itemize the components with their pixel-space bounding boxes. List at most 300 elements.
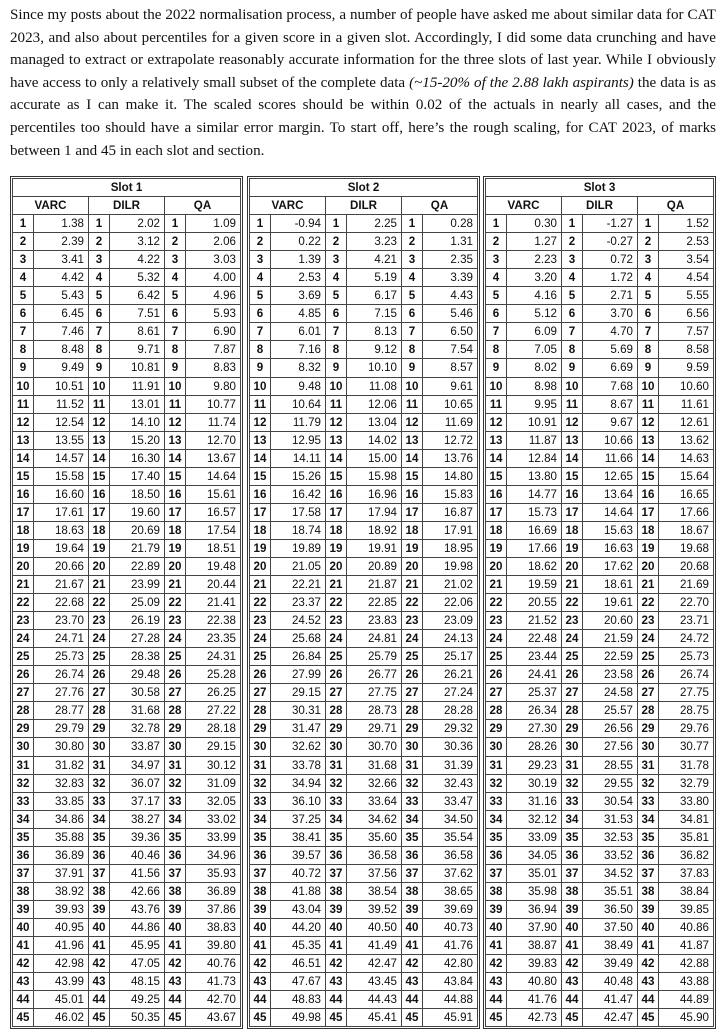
slot-3-table [483, 176, 716, 1029]
raw-mark-cell: 42 [89, 955, 110, 973]
scaled-score-cell: 44.86 [110, 918, 165, 936]
raw-mark-cell: 17 [89, 503, 110, 521]
table-row [13, 449, 241, 467]
raw-mark-cell: 2 [486, 233, 507, 251]
raw-mark-cell: 26 [326, 666, 347, 684]
scaled-score-cell: 8.98 [507, 377, 562, 395]
scaled-score-cell: 42.88 [659, 955, 714, 973]
section-header-qa: QA [638, 197, 714, 215]
raw-mark-cell: 33 [165, 792, 186, 810]
scaled-score-cell: 16.60 [34, 485, 89, 503]
raw-mark-cell: 9 [326, 359, 347, 377]
scaled-score-cell: 33.47 [423, 792, 478, 810]
table-row [486, 846, 714, 864]
scaled-score-cell: 25.68 [271, 630, 326, 648]
raw-mark-cell: 9 [165, 359, 186, 377]
raw-mark-cell: 30 [89, 738, 110, 756]
scaled-score-cell: 23.71 [659, 612, 714, 630]
raw-mark-cell: 6 [250, 305, 271, 323]
raw-mark-cell: 7 [638, 323, 659, 341]
scaled-score-cell: 28.18 [186, 720, 241, 738]
scaled-score-cell: 24.81 [347, 630, 402, 648]
raw-mark-cell: 19 [13, 539, 34, 557]
raw-mark-cell: 12 [486, 413, 507, 431]
scaled-score-cell: 33.80 [659, 792, 714, 810]
raw-mark-cell: 42 [250, 955, 271, 973]
raw-mark-cell: 40 [486, 918, 507, 936]
intro-paragraph [10, 4, 716, 162]
scaled-score-cell: 27.56 [583, 738, 638, 756]
raw-mark-cell: 44 [326, 991, 347, 1009]
raw-mark-cell: 22 [402, 594, 423, 612]
table-row [250, 720, 478, 738]
scaled-score-cell: 23.44 [507, 648, 562, 666]
raw-mark-cell: 24 [250, 630, 271, 648]
raw-mark-cell: 42 [402, 955, 423, 973]
scaled-score-cell: 17.66 [507, 539, 562, 557]
scaled-score-cell: 33.87 [110, 738, 165, 756]
table-row [486, 233, 714, 251]
scaled-score-cell: 3.54 [659, 251, 714, 269]
scaled-score-cell: 12.54 [34, 413, 89, 431]
scaled-score-cell: 24.13 [423, 630, 478, 648]
raw-mark-cell: 43 [250, 973, 271, 991]
scaled-score-cell: 40.86 [659, 918, 714, 936]
raw-mark-cell: 37 [402, 864, 423, 882]
scaled-score-cell: 28.28 [423, 702, 478, 720]
scaled-score-cell: 23.99 [110, 576, 165, 594]
table-row [486, 648, 714, 666]
raw-mark-cell: 10 [89, 377, 110, 395]
scaled-score-cell: 22.89 [110, 557, 165, 575]
intro-text-part2: the data is as accurate as I can make it. The scaled scores should be within 0.02 of the actuals in nearly all cases, and the percentiles too should have a similar error margin. To start off, here’s the rough scaling, for CAT 2023, of marks between 1 and 45 in each slot and section. [10, 74, 716, 159]
scaled-score-cell: 0.72 [583, 251, 638, 269]
raw-mark-cell: 17 [165, 503, 186, 521]
raw-mark-cell: 12 [13, 413, 34, 431]
table-row [250, 756, 478, 774]
raw-mark-cell: 38 [402, 882, 423, 900]
scaled-score-cell: 9.67 [583, 413, 638, 431]
raw-mark-cell: 18 [13, 521, 34, 539]
scaled-score-cell: 41.88 [271, 882, 326, 900]
table-row [250, 431, 478, 449]
raw-mark-cell: 27 [402, 684, 423, 702]
raw-mark-cell: 20 [562, 557, 583, 575]
scaled-score-cell: 15.83 [423, 485, 478, 503]
scaled-score-cell: 20.69 [110, 521, 165, 539]
table-row [250, 215, 478, 233]
raw-mark-cell: 35 [13, 828, 34, 846]
raw-mark-cell: 26 [402, 666, 423, 684]
raw-mark-cell: 6 [562, 305, 583, 323]
scaled-score-cell: 28.55 [583, 756, 638, 774]
scaled-score-cell: 29.15 [186, 738, 241, 756]
scaled-score-cell: 22.59 [583, 648, 638, 666]
raw-mark-cell: 10 [486, 377, 507, 395]
scaled-score-cell: 40.46 [110, 846, 165, 864]
scaled-score-cell: 26.74 [34, 666, 89, 684]
scaled-score-cell: 4.96 [186, 287, 241, 305]
scaled-score-cell: 25.17 [423, 648, 478, 666]
table-row [486, 973, 714, 991]
table-row [486, 1009, 714, 1027]
scaled-score-cell: 11.61 [659, 395, 714, 413]
raw-mark-cell: 31 [89, 756, 110, 774]
raw-mark-cell: 34 [638, 810, 659, 828]
scaled-score-cell: 32.78 [110, 720, 165, 738]
raw-mark-cell: 28 [13, 702, 34, 720]
scaled-score-cell: 26.19 [110, 612, 165, 630]
table-row [250, 503, 478, 521]
scaled-score-cell: 23.35 [186, 630, 241, 648]
table-row [486, 341, 714, 359]
raw-mark-cell: 34 [13, 810, 34, 828]
raw-mark-cell: 39 [486, 900, 507, 918]
scaled-score-cell: 39.52 [347, 900, 402, 918]
scaled-score-cell: 12.06 [347, 395, 402, 413]
raw-mark-cell: 3 [402, 251, 423, 269]
scaled-score-cell: 20.66 [34, 557, 89, 575]
raw-mark-cell: 13 [402, 431, 423, 449]
scaled-score-cell: 8.48 [34, 341, 89, 359]
scaled-score-cell: 44.20 [271, 918, 326, 936]
table-row [250, 269, 478, 287]
scaled-score-cell: 11.69 [423, 413, 478, 431]
scaled-score-cell: 45.91 [423, 1009, 478, 1027]
table-row [13, 341, 241, 359]
scaled-score-cell: 17.94 [347, 503, 402, 521]
raw-mark-cell: 32 [562, 774, 583, 792]
scaled-score-cell: 45.41 [347, 1009, 402, 1027]
scaled-score-cell: 43.45 [347, 973, 402, 991]
raw-mark-cell: 2 [13, 233, 34, 251]
scaled-score-cell: 41.87 [659, 936, 714, 954]
raw-mark-cell: 37 [638, 864, 659, 882]
raw-mark-cell: 39 [13, 900, 34, 918]
scaled-score-cell: 32.12 [507, 810, 562, 828]
scaled-score-cell: 20.68 [659, 557, 714, 575]
table-row [13, 973, 241, 991]
raw-mark-cell: 9 [562, 359, 583, 377]
raw-mark-cell: 20 [165, 557, 186, 575]
scaled-score-cell: 15.20 [110, 431, 165, 449]
raw-mark-cell: 7 [89, 323, 110, 341]
scaled-score-cell: 14.10 [110, 413, 165, 431]
scaled-score-cell: 44.43 [347, 991, 402, 1009]
scaled-score-cell: 2.02 [110, 215, 165, 233]
scaled-score-cell: 15.61 [186, 485, 241, 503]
raw-mark-cell: 38 [250, 882, 271, 900]
scaled-score-cell: 39.85 [659, 900, 714, 918]
raw-mark-cell: 21 [486, 576, 507, 594]
raw-mark-cell: 14 [486, 449, 507, 467]
table-row [250, 774, 478, 792]
raw-mark-cell: 33 [562, 792, 583, 810]
scaled-score-cell: 19.48 [186, 557, 241, 575]
table-row [250, 413, 478, 431]
raw-mark-cell: 42 [562, 955, 583, 973]
raw-mark-cell: 14 [250, 449, 271, 467]
raw-mark-cell: 17 [402, 503, 423, 521]
scaled-score-cell: 13.67 [186, 449, 241, 467]
scaled-score-cell: 45.95 [110, 936, 165, 954]
raw-mark-cell: 14 [165, 449, 186, 467]
raw-mark-cell: 10 [638, 377, 659, 395]
table-row [13, 594, 241, 612]
scaled-score-cell: 0.28 [423, 215, 478, 233]
scaled-score-cell: 33.78 [271, 756, 326, 774]
scaled-score-cell: 21.41 [186, 594, 241, 612]
raw-mark-cell: 8 [638, 341, 659, 359]
raw-mark-cell: 6 [326, 305, 347, 323]
table-row [250, 287, 478, 305]
raw-mark-cell: 41 [562, 936, 583, 954]
raw-mark-cell: 38 [165, 882, 186, 900]
raw-mark-cell: 5 [13, 287, 34, 305]
scaled-score-cell: 38.41 [271, 828, 326, 846]
raw-mark-cell: 13 [13, 431, 34, 449]
table-row [250, 467, 478, 485]
raw-mark-cell: 22 [250, 594, 271, 612]
scaled-score-cell: 39.49 [583, 955, 638, 973]
raw-mark-cell: 11 [638, 395, 659, 413]
table-row [250, 738, 478, 756]
raw-mark-cell: 4 [486, 269, 507, 287]
scaled-score-cell: 17.66 [659, 503, 714, 521]
scaled-score-cell: 16.96 [347, 485, 402, 503]
slot-title: Slot 3 [486, 179, 714, 197]
scaled-score-cell: 11.52 [34, 395, 89, 413]
raw-mark-cell: 8 [13, 341, 34, 359]
raw-mark-cell: 44 [486, 991, 507, 1009]
table-row [13, 810, 241, 828]
raw-mark-cell: 25 [326, 648, 347, 666]
scaled-score-cell: 5.43 [34, 287, 89, 305]
scaled-score-cell: 2.23 [507, 251, 562, 269]
raw-mark-cell: 27 [638, 684, 659, 702]
raw-mark-cell: 40 [89, 918, 110, 936]
scaled-score-cell: 3.12 [110, 233, 165, 251]
raw-mark-cell: 37 [250, 864, 271, 882]
scaled-score-cell: 32.43 [423, 774, 478, 792]
scaled-score-cell: 9.95 [507, 395, 562, 413]
scaled-score-cell: 5.93 [186, 305, 241, 323]
scaled-score-cell: 28.73 [347, 702, 402, 720]
table-row [13, 377, 241, 395]
scaled-score-cell: 0.22 [271, 233, 326, 251]
raw-mark-cell: 36 [562, 846, 583, 864]
raw-mark-cell: 7 [165, 323, 186, 341]
raw-mark-cell: 32 [89, 774, 110, 792]
scaled-score-cell: 9.48 [271, 377, 326, 395]
raw-mark-cell: 45 [250, 1009, 271, 1027]
scaled-score-cell: 34.62 [347, 810, 402, 828]
raw-mark-cell: 38 [89, 882, 110, 900]
scaled-score-cell: 36.10 [271, 792, 326, 810]
scaled-score-cell: 23.37 [271, 594, 326, 612]
raw-mark-cell: 41 [326, 936, 347, 954]
raw-mark-cell: 32 [165, 774, 186, 792]
scaled-score-cell: 4.16 [507, 287, 562, 305]
scaled-score-cell: 18.50 [110, 485, 165, 503]
section-header-qa: QA [402, 197, 478, 215]
raw-mark-cell: 33 [486, 792, 507, 810]
raw-mark-cell: 45 [165, 1009, 186, 1027]
scaled-score-cell: 33.09 [507, 828, 562, 846]
scaled-score-cell: 36.07 [110, 774, 165, 792]
raw-mark-cell: 10 [562, 377, 583, 395]
scaled-score-cell: 1.39 [271, 251, 326, 269]
scaled-score-cell: 5.46 [423, 305, 478, 323]
scaled-score-cell: 4.00 [186, 269, 241, 287]
table-row [486, 918, 714, 936]
scaled-score-cell: 24.72 [659, 630, 714, 648]
scaled-score-cell: 41.47 [583, 991, 638, 1009]
table-row [13, 413, 241, 431]
raw-mark-cell: 2 [165, 233, 186, 251]
slot-1-table [10, 176, 243, 1029]
scaled-score-cell: 32.05 [186, 792, 241, 810]
raw-mark-cell: 37 [165, 864, 186, 882]
table-row [486, 955, 714, 973]
raw-mark-cell: 7 [402, 323, 423, 341]
scaled-score-cell: 1.52 [659, 215, 714, 233]
table-row [250, 539, 478, 557]
raw-mark-cell: 28 [165, 702, 186, 720]
raw-mark-cell: 32 [638, 774, 659, 792]
scaled-score-cell: 30.31 [271, 702, 326, 720]
scaled-score-cell: 21.67 [34, 576, 89, 594]
raw-mark-cell: 45 [562, 1009, 583, 1027]
raw-mark-cell: 20 [250, 557, 271, 575]
raw-mark-cell: 18 [89, 521, 110, 539]
scaled-score-cell: 19.64 [34, 539, 89, 557]
scaled-score-cell: 42.73 [507, 1009, 562, 1027]
scaled-score-cell: 30.58 [110, 684, 165, 702]
scaled-score-cell: 4.42 [34, 269, 89, 287]
raw-mark-cell: 7 [250, 323, 271, 341]
scaled-score-cell: 35.98 [507, 882, 562, 900]
scaled-score-cell: 28.77 [34, 702, 89, 720]
scaled-score-cell: 17.40 [110, 467, 165, 485]
raw-mark-cell: 31 [326, 756, 347, 774]
raw-mark-cell: 22 [89, 594, 110, 612]
raw-mark-cell: 10 [250, 377, 271, 395]
raw-mark-cell: 35 [402, 828, 423, 846]
raw-mark-cell: 41 [638, 936, 659, 954]
table-row [250, 1009, 478, 1027]
raw-mark-cell: 13 [562, 431, 583, 449]
raw-mark-cell: 8 [402, 341, 423, 359]
scaled-score-cell: 27.76 [34, 684, 89, 702]
raw-mark-cell: 8 [89, 341, 110, 359]
raw-mark-cell: 5 [165, 287, 186, 305]
scaled-score-cell: 39.83 [507, 955, 562, 973]
raw-mark-cell: 4 [326, 269, 347, 287]
scaled-score-cell: 38.83 [186, 918, 241, 936]
raw-mark-cell: 36 [165, 846, 186, 864]
scaled-score-cell: 13.76 [423, 449, 478, 467]
raw-mark-cell: 45 [486, 1009, 507, 1027]
scaled-score-cell: 41.56 [110, 864, 165, 882]
scaled-score-cell: 16.42 [271, 485, 326, 503]
raw-mark-cell: 11 [562, 395, 583, 413]
table-row [13, 467, 241, 485]
scaled-score-cell: 31.09 [186, 774, 241, 792]
scaled-score-cell: 23.83 [347, 612, 402, 630]
scaled-score-cell: 34.97 [110, 756, 165, 774]
scaled-score-cell: 36.58 [347, 846, 402, 864]
table-row [250, 305, 478, 323]
table-row [250, 936, 478, 954]
scaled-score-cell: 40.95 [34, 918, 89, 936]
scaling-table [249, 178, 478, 1027]
raw-mark-cell: 30 [13, 738, 34, 756]
scaled-score-cell: 46.51 [271, 955, 326, 973]
raw-mark-cell: 26 [165, 666, 186, 684]
scaled-score-cell: 39.69 [423, 900, 478, 918]
raw-mark-cell: 35 [250, 828, 271, 846]
table-row [250, 648, 478, 666]
raw-mark-cell: 34 [326, 810, 347, 828]
scaled-score-cell: 29.76 [659, 720, 714, 738]
scaled-score-cell: 19.98 [423, 557, 478, 575]
raw-mark-cell: 9 [402, 359, 423, 377]
raw-mark-cell: 31 [13, 756, 34, 774]
scaled-score-cell: 43.84 [423, 973, 478, 991]
raw-mark-cell: 33 [250, 792, 271, 810]
scaled-score-cell: 36.89 [34, 846, 89, 864]
scaled-score-cell: 4.21 [347, 251, 402, 269]
table-row [13, 323, 241, 341]
scaled-score-cell: 20.55 [507, 594, 562, 612]
scaled-score-cell: 8.61 [110, 323, 165, 341]
scaled-score-cell: 5.69 [583, 341, 638, 359]
scaled-score-cell: 10.65 [423, 395, 478, 413]
table-row [250, 377, 478, 395]
raw-mark-cell: 25 [402, 648, 423, 666]
scaled-score-cell: 8.83 [186, 359, 241, 377]
raw-mark-cell: 19 [638, 539, 659, 557]
raw-mark-cell: 17 [250, 503, 271, 521]
scaled-score-cell: 45.01 [34, 991, 89, 1009]
raw-mark-cell: 39 [250, 900, 271, 918]
table-row [486, 900, 714, 918]
scaled-score-cell: 42.47 [583, 1009, 638, 1027]
scaled-score-cell: 12.61 [659, 413, 714, 431]
raw-mark-cell: 24 [89, 630, 110, 648]
raw-mark-cell: 25 [486, 648, 507, 666]
raw-mark-cell: 12 [562, 413, 583, 431]
scaled-score-cell: 43.76 [110, 900, 165, 918]
scaled-score-cell: 25.37 [507, 684, 562, 702]
scaled-score-cell: 10.91 [507, 413, 562, 431]
scaled-score-cell: 34.52 [583, 864, 638, 882]
scaled-score-cell: 25.09 [110, 594, 165, 612]
scaled-score-cell: 37.25 [271, 810, 326, 828]
scaled-score-cell: 43.88 [659, 973, 714, 991]
table-row [250, 666, 478, 684]
raw-mark-cell: 33 [638, 792, 659, 810]
scaled-score-cell: 31.68 [347, 756, 402, 774]
scaled-score-cell: 24.41 [507, 666, 562, 684]
raw-mark-cell: 43 [13, 973, 34, 991]
raw-mark-cell: 8 [486, 341, 507, 359]
scaled-score-cell: 40.73 [423, 918, 478, 936]
raw-mark-cell: 12 [638, 413, 659, 431]
raw-mark-cell: 4 [250, 269, 271, 287]
scaled-score-cell: 22.70 [659, 594, 714, 612]
